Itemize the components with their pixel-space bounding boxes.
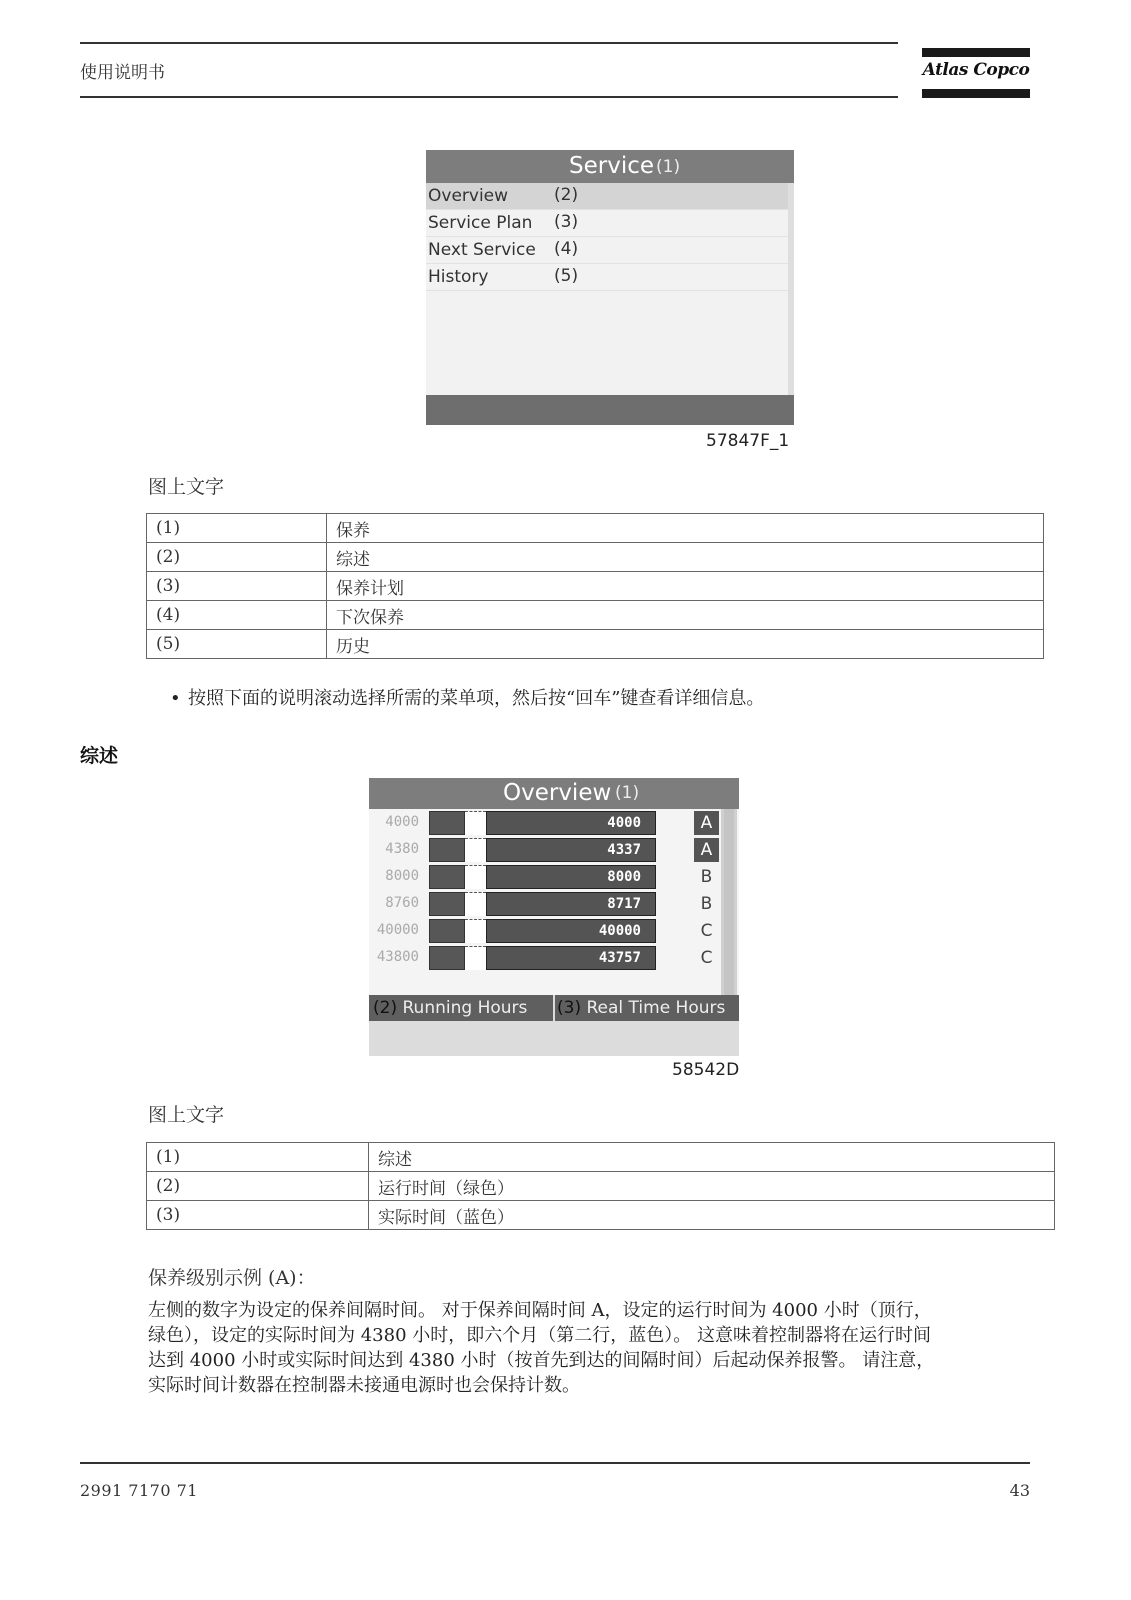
level-badge: A bbox=[694, 838, 719, 862]
service-screen-bottom-bar bbox=[426, 395, 794, 425]
brand-logo-text: Atlas Copco bbox=[922, 60, 1030, 80]
menu-item-next-service[interactable]: Next Service (4) bbox=[426, 237, 788, 264]
table-row: (2) 运行时间（绿色） bbox=[147, 1172, 1055, 1201]
running-bar bbox=[429, 892, 465, 916]
brand-logo bbox=[922, 48, 1030, 98]
realtime-bar: 43757 bbox=[486, 946, 656, 970]
interval-row: 4000 4000 A bbox=[369, 811, 739, 837]
legend-table bbox=[146, 1142, 1055, 1230]
running-bar bbox=[429, 946, 465, 970]
level-badge: C bbox=[700, 948, 713, 968]
overview-screen-title: Overview bbox=[503, 780, 612, 806]
realtime-bar: 4337 bbox=[486, 838, 656, 862]
running-bar bbox=[429, 919, 465, 943]
footer-rule bbox=[80, 1462, 1030, 1464]
table-row: (2) 综述 bbox=[147, 543, 1044, 572]
header-bottom-rule bbox=[80, 96, 898, 98]
menu-item-service-plan[interactable]: Service Plan (3) bbox=[426, 210, 788, 237]
level-badge: A bbox=[694, 811, 719, 835]
figure-id: 58542D bbox=[672, 1060, 740, 1080]
running-bar bbox=[429, 838, 465, 862]
table-row: (1) 保养 bbox=[147, 514, 1044, 543]
instruction-bullet bbox=[170, 684, 764, 710]
legend-table bbox=[146, 513, 1044, 659]
running-bar bbox=[429, 865, 465, 889]
level-badge: C bbox=[700, 921, 713, 941]
instruction-text: 按照下面的说明滚动选择所需的菜单项，然后按“回车”键查看详细信息。 bbox=[188, 688, 765, 709]
section-title: 综述 bbox=[80, 745, 119, 767]
table-row: (3) 保养计划 bbox=[147, 572, 1044, 601]
service-screen-title: Service bbox=[569, 153, 655, 179]
page-number: 43 bbox=[1009, 1481, 1030, 1500]
tab-running-hours[interactable]: (2) Running Hours bbox=[369, 995, 553, 1021]
level-badge: B bbox=[700, 867, 713, 887]
title-callout: (1) bbox=[656, 157, 681, 177]
overview-body bbox=[369, 809, 739, 995]
title-callout: (1) bbox=[615, 783, 640, 803]
menu-item-overview[interactable]: Overview (2) bbox=[426, 183, 788, 210]
scrollbar-thumb[interactable] bbox=[724, 809, 734, 995]
realtime-bar: 8717 bbox=[486, 892, 656, 916]
figure-caption: 图上文字 bbox=[148, 1104, 225, 1126]
table-row: (4) 下次保养 bbox=[147, 601, 1044, 630]
doc-number: 2991 7170 71 bbox=[80, 1481, 198, 1500]
interval-row: 43800 43757 C bbox=[369, 946, 739, 972]
body-paragraph: 左侧的数字为设定的保养间隔时间。 对于保养间隔时间 A，设定的运行时间为 4000 小时（顶行， 绿色），设定的实际时间为 4380 小时，即六个月（第二行，蓝色）。 这意味着控制器将在运行时间 达到 4000 小时或实际时间达到 4380 小时（按首先到达的间隔时间）后起动保养报警。 请注意， 实际时间计数器在控制器未接通电源时也会保持计数。 bbox=[148, 1300, 935, 1396]
interval-row: 8760 8717 B bbox=[369, 892, 739, 918]
scrollbar[interactable] bbox=[721, 809, 737, 995]
example-heading: 保养级别示例 (A)： bbox=[148, 1267, 316, 1289]
interval-row: 4380 4337 A bbox=[369, 838, 739, 864]
header-title: 使用说明书 bbox=[80, 63, 165, 83]
service-screen-title-bar bbox=[426, 150, 794, 183]
realtime-bar: 4000 bbox=[486, 811, 656, 835]
scrollbar[interactable] bbox=[788, 183, 794, 395]
table-row: (1) 综述 bbox=[147, 1143, 1055, 1172]
service-screen bbox=[426, 150, 794, 425]
interval-row: 8000 8000 B bbox=[369, 865, 739, 891]
figure-caption: 图上文字 bbox=[148, 476, 225, 498]
tab-real-time-hours[interactable]: (3) Real Time Hours bbox=[555, 995, 739, 1021]
realtime-bar: 40000 bbox=[486, 919, 656, 943]
table-row: (3) 实际时间（蓝色） bbox=[147, 1201, 1055, 1230]
header-top-rule bbox=[80, 42, 898, 44]
figure-id: 57847F_1 bbox=[706, 431, 790, 451]
bullet-icon: • bbox=[170, 688, 181, 709]
running-bar bbox=[429, 811, 465, 835]
realtime-bar: 8000 bbox=[486, 865, 656, 889]
overview-screen bbox=[369, 778, 739, 1056]
level-badge: B bbox=[700, 894, 713, 914]
table-row: (5) 历史 bbox=[147, 630, 1044, 659]
menu-item-history[interactable]: History (5) bbox=[426, 264, 788, 291]
overview-screen-title-bar bbox=[369, 778, 739, 809]
interval-row: 40000 40000 C bbox=[369, 919, 739, 945]
